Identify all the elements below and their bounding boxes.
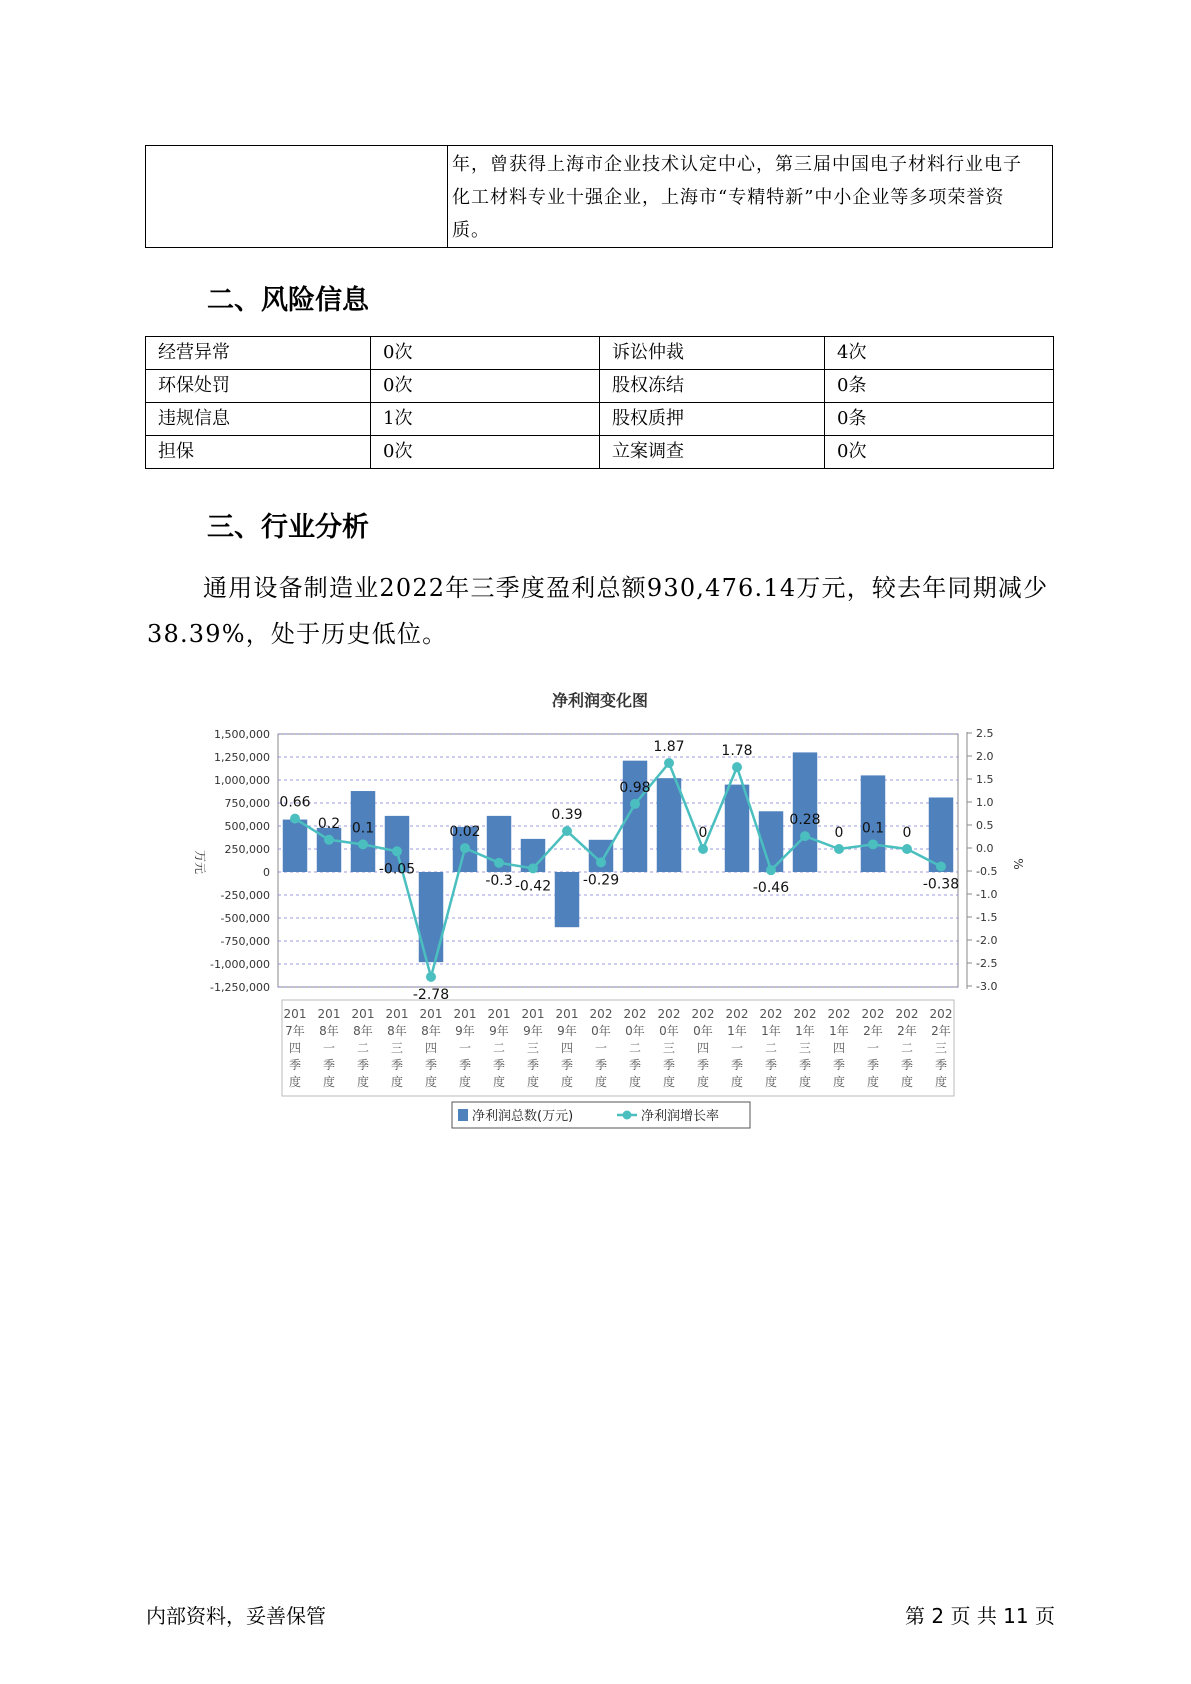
intro-line-2: 化工材料专业十强企业，上海市“专精特新”中小企业等多项荣誉资 xyxy=(452,187,1005,208)
x-category-label: 二 xyxy=(628,1041,642,1055)
y-tick-label: 0 xyxy=(263,866,270,879)
risk-label: 环保处罚 xyxy=(146,370,371,403)
x-category-label: 度 xyxy=(492,1075,506,1089)
x-category-label: 季 xyxy=(458,1058,472,1072)
x-category-label: 201 xyxy=(385,1007,409,1021)
growth-rate-label: -0.3 xyxy=(485,872,513,889)
x-category-label: 四 xyxy=(696,1041,710,1055)
growth-rate-point xyxy=(698,844,708,854)
growth-rate-label: -0.46 xyxy=(752,880,790,897)
x-category-label: 202 xyxy=(589,1007,613,1021)
x-category-label: 度 xyxy=(662,1075,676,1089)
growth-rate-point xyxy=(868,839,878,849)
intro-line-3: 质。 xyxy=(452,220,490,241)
growth-rate-label: 0.2 xyxy=(317,815,341,832)
x-category-label: 201 xyxy=(283,1007,307,1021)
x-category-label: 202 xyxy=(623,1007,647,1021)
x-category-label: 季 xyxy=(288,1058,302,1072)
growth-rate-label: 0 xyxy=(698,825,708,841)
x-category-label: 8年 xyxy=(421,1024,441,1038)
y-tick-label: -500,000 xyxy=(220,912,270,925)
growth-rate-point xyxy=(902,844,912,854)
risk-value: 0条 xyxy=(825,403,1054,436)
x-category-label: 季 xyxy=(628,1058,642,1072)
x-category-label: 2年 xyxy=(931,1024,951,1038)
x-category-label: 季 xyxy=(696,1058,710,1072)
risk-section-heading: 二、风险信息 xyxy=(207,285,369,316)
growth-rate-label: 0.02 xyxy=(449,824,481,841)
x-category-label: 2年 xyxy=(897,1024,917,1038)
x-category-label: 0年 xyxy=(591,1024,611,1038)
growth-rate-point xyxy=(290,814,300,824)
growth-rate-point xyxy=(426,972,436,982)
risk-value: 0次 xyxy=(371,436,600,469)
x-category-label: 季 xyxy=(764,1058,778,1072)
y2-tick-label: 2.5 xyxy=(976,727,994,740)
growth-rate-label: 0.39 xyxy=(551,807,583,824)
x-category-label: 202 xyxy=(895,1007,919,1021)
x-category-label: 季 xyxy=(832,1058,846,1072)
x-category-label: 季 xyxy=(594,1058,608,1072)
growth-rate-label: 0 xyxy=(834,825,844,841)
x-category-label: 9年 xyxy=(557,1024,577,1038)
x-category-label: 9年 xyxy=(489,1024,509,1038)
x-category-label: 度 xyxy=(696,1075,710,1089)
y-tick-label: 500,000 xyxy=(224,820,270,833)
legend-bar-label: 净利润总数(万元) xyxy=(472,1109,574,1124)
growth-rate-label: -2.78 xyxy=(412,986,450,1003)
y2-tick-label: 2.0 xyxy=(976,750,994,763)
y2-tick-label: -3.0 xyxy=(976,980,998,993)
y2-tick-label: -0.5 xyxy=(976,865,998,878)
x-category-label: 9年 xyxy=(523,1024,543,1038)
x-category-label: 季 xyxy=(560,1058,574,1072)
growth-rate-point xyxy=(664,758,674,768)
growth-rate-point xyxy=(834,844,844,854)
x-category-label: 季 xyxy=(526,1058,540,1072)
x-category-label: 一 xyxy=(866,1041,880,1055)
x-category-label: 1年 xyxy=(829,1024,849,1038)
y-tick-label: -750,000 xyxy=(220,935,270,948)
x-category-label: 一 xyxy=(458,1041,472,1055)
growth-rate-label: -0.05 xyxy=(378,861,416,878)
x-category-label: 201 xyxy=(419,1007,443,1021)
x-category-label: 季 xyxy=(662,1058,676,1072)
x-category-label: 度 xyxy=(594,1075,608,1089)
bar xyxy=(725,785,749,872)
y2-tick-label: -2.0 xyxy=(976,934,998,947)
x-category-label: 2年 xyxy=(863,1024,883,1038)
y-tick-label: 1,500,000 xyxy=(214,728,270,741)
x-category-label: 202 xyxy=(691,1007,715,1021)
x-category-label: 1年 xyxy=(761,1024,781,1038)
risk-value: 0条 xyxy=(825,370,1054,403)
x-category-label: 度 xyxy=(798,1075,812,1089)
growth-rate-point xyxy=(732,762,742,772)
x-category-label: 四 xyxy=(832,1041,846,1055)
risk-label: 股权质押 xyxy=(600,403,825,436)
x-category-label: 202 xyxy=(657,1007,681,1021)
x-category-label: 1年 xyxy=(727,1024,747,1038)
growth-rate-label: 0 xyxy=(902,825,912,841)
risk-value: 0次 xyxy=(371,370,600,403)
x-category-label: 度 xyxy=(424,1075,438,1089)
x-category-label: 201 xyxy=(555,1007,579,1021)
x-category-label: 度 xyxy=(866,1075,880,1089)
x-category-label: 二 xyxy=(900,1041,914,1055)
growth-rate-label: 0.1 xyxy=(861,820,885,837)
x-category-label: 度 xyxy=(458,1075,472,1089)
x-category-label: 7年 xyxy=(285,1024,305,1038)
y2-axis-label: % xyxy=(1011,858,1025,870)
y2-tick-label: -2.5 xyxy=(976,957,998,970)
x-category-label: 四 xyxy=(560,1041,574,1055)
growth-rate-label: -0.38 xyxy=(922,876,960,893)
x-category-label: 0年 xyxy=(625,1024,645,1038)
x-category-label: 三 xyxy=(798,1041,812,1055)
x-category-label: 201 xyxy=(521,1007,545,1021)
x-category-label: 202 xyxy=(827,1007,851,1021)
x-axis-label-box xyxy=(282,1000,954,1096)
x-category-label: 一 xyxy=(322,1041,336,1055)
y2-tick-label: 0.0 xyxy=(976,842,994,855)
y-tick-label: 1,000,000 xyxy=(214,774,270,787)
x-category-label: 季 xyxy=(798,1058,812,1072)
risk-label: 诉讼仲裁 xyxy=(600,337,825,370)
x-category-label: 0年 xyxy=(693,1024,713,1038)
y2-tick-label: 1.0 xyxy=(976,796,994,809)
growth-rate-label: -0.29 xyxy=(582,872,620,889)
risk-label: 经营异常 xyxy=(146,337,371,370)
growth-rate-point xyxy=(562,826,572,836)
y2-tick-label: -1.5 xyxy=(976,911,998,924)
growth-rate-label: 1.78 xyxy=(721,743,753,760)
intro-line-1: 年，曾获得上海市企业技术认定中心，第三届中国电子材料行业电子 xyxy=(452,154,1022,175)
x-category-label: 202 xyxy=(861,1007,885,1021)
y2-tick-label: 0.5 xyxy=(976,819,994,832)
x-category-label: 二 xyxy=(492,1041,506,1055)
risk-value: 0次 xyxy=(371,337,600,370)
growth-rate-point xyxy=(358,839,368,849)
x-category-label: 202 xyxy=(793,1007,817,1021)
growth-rate-point xyxy=(460,843,470,853)
x-category-label: 季 xyxy=(424,1058,438,1072)
bar xyxy=(555,872,579,927)
x-category-label: 三 xyxy=(526,1041,540,1055)
chart-title: 净利润变化图 xyxy=(551,691,649,710)
x-category-label: 度 xyxy=(730,1075,744,1089)
growth-rate-point xyxy=(936,861,946,871)
x-category-label: 季 xyxy=(900,1058,914,1072)
legend-line-label: 净利润增长率 xyxy=(641,1109,720,1124)
growth-rate-label: 0.66 xyxy=(279,794,311,811)
x-category-label: 季 xyxy=(492,1058,506,1072)
x-category-label: 季 xyxy=(866,1058,880,1072)
y2-tick-label: -1.0 xyxy=(976,888,998,901)
risk-value: 0次 xyxy=(825,436,1054,469)
x-category-label: 9年 xyxy=(455,1024,475,1038)
growth-rate-point xyxy=(800,831,810,841)
y-tick-label: 250,000 xyxy=(224,843,270,856)
x-category-label: 季 xyxy=(730,1058,744,1072)
x-category-label: 度 xyxy=(322,1075,336,1089)
legend-bar-swatch xyxy=(458,1109,468,1121)
x-category-label: 度 xyxy=(390,1075,404,1089)
x-category-label: 8年 xyxy=(319,1024,339,1038)
footer-confidential: 内部资料，妥善保管 xyxy=(146,1604,326,1628)
y-tick-label: -1,250,000 xyxy=(210,981,270,994)
footer-page-number: 第 2 页 共 11 页 xyxy=(905,1604,1055,1628)
x-category-label: 季 xyxy=(322,1058,336,1072)
y-tick-label: 750,000 xyxy=(224,797,270,810)
y-tick-label: -1,000,000 xyxy=(210,958,270,971)
x-category-label: 四 xyxy=(288,1041,302,1055)
risk-label: 股权冻结 xyxy=(600,370,825,403)
y-axis-label: 万元 xyxy=(193,849,207,875)
x-category-label: 三 xyxy=(662,1041,676,1055)
growth-rate-label: 0.28 xyxy=(789,812,821,829)
bar xyxy=(283,820,307,872)
x-category-label: 201 xyxy=(487,1007,511,1021)
x-category-label: 202 xyxy=(759,1007,783,1021)
x-category-label: 一 xyxy=(730,1041,744,1055)
risk-label: 违规信息 xyxy=(146,403,371,436)
x-category-label: 季 xyxy=(356,1058,370,1072)
y-tick-label: 1,250,000 xyxy=(214,751,270,764)
growth-rate-point xyxy=(766,865,776,875)
x-category-label: 度 xyxy=(628,1075,642,1089)
x-category-label: 三 xyxy=(390,1041,404,1055)
industry-paragraph: 通用设备制造业2022年三季度盈利总额930,476.14万元，较去年同期减少38.39%，处于历史低位。 xyxy=(147,574,1049,648)
bar xyxy=(657,778,681,872)
x-category-label: 四 xyxy=(424,1041,438,1055)
x-category-label: 二 xyxy=(356,1041,370,1055)
risk-label: 担保 xyxy=(146,436,371,469)
growth-rate-point xyxy=(528,863,538,873)
x-category-label: 二 xyxy=(764,1041,778,1055)
x-category-label: 202 xyxy=(929,1007,953,1021)
growth-rate-label: 0.1 xyxy=(351,820,375,837)
growth-rate-point xyxy=(392,846,402,856)
y2-tick-label: 1.5 xyxy=(976,773,994,786)
x-category-label: 度 xyxy=(526,1075,540,1089)
x-category-label: 度 xyxy=(900,1075,914,1089)
x-category-label: 度 xyxy=(934,1075,948,1089)
x-category-label: 201 xyxy=(317,1007,341,1021)
risk-value: 4次 xyxy=(825,337,1054,370)
legend-line-marker xyxy=(623,1111,632,1120)
growth-rate-label: -0.42 xyxy=(514,878,552,895)
x-category-label: 201 xyxy=(351,1007,375,1021)
y-tick-label: -250,000 xyxy=(220,889,270,902)
x-category-label: 8年 xyxy=(387,1024,407,1038)
growth-rate-label: 0.98 xyxy=(619,779,651,796)
x-category-label: 度 xyxy=(832,1075,846,1089)
x-category-label: 202 xyxy=(725,1007,749,1021)
x-category-label: 201 xyxy=(453,1007,477,1021)
x-category-label: 度 xyxy=(356,1075,370,1089)
risk-value: 1次 xyxy=(371,403,600,436)
x-category-label: 度 xyxy=(560,1075,574,1089)
industry-section-heading: 三、行业分析 xyxy=(207,512,369,543)
x-category-label: 季 xyxy=(934,1058,948,1072)
x-category-label: 8年 xyxy=(353,1024,373,1038)
risk-label: 立案调查 xyxy=(600,436,825,469)
growth-rate-point xyxy=(596,857,606,867)
x-category-label: 0年 xyxy=(659,1024,679,1038)
x-category-label: 三 xyxy=(934,1041,948,1055)
growth-rate-point xyxy=(630,799,640,809)
x-category-label: 一 xyxy=(594,1041,608,1055)
growth-rate-point xyxy=(324,835,334,845)
x-category-label: 1年 xyxy=(795,1024,815,1038)
growth-rate-label: 1.87 xyxy=(653,738,685,755)
x-category-label: 季 xyxy=(390,1058,404,1072)
x-category-label: 度 xyxy=(764,1075,778,1089)
growth-rate-point xyxy=(494,858,504,868)
x-category-label: 度 xyxy=(288,1075,302,1089)
